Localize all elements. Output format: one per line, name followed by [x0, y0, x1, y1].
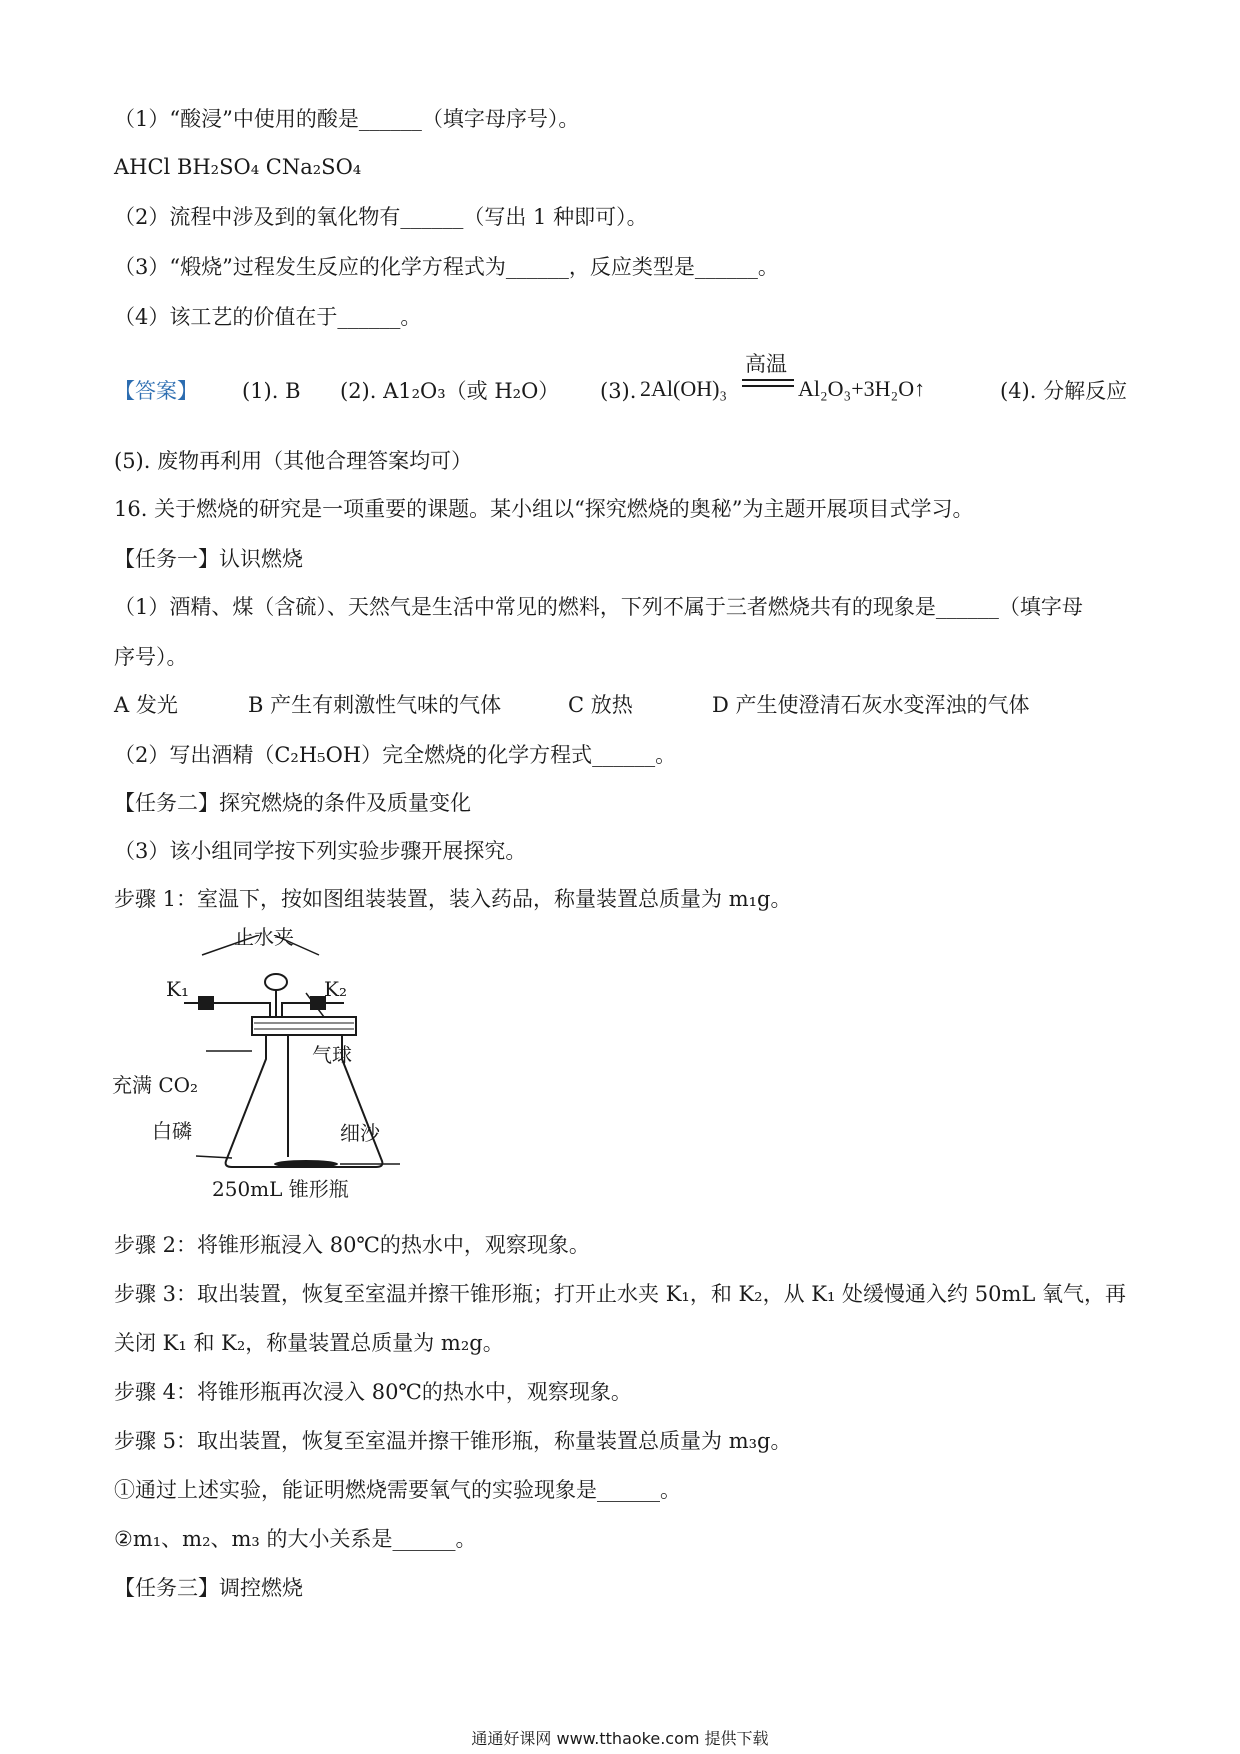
- phosphorus-label: 白磷: [152, 1119, 192, 1143]
- task1-question-2: （2）写出酒精（C₂H₅OH）完全燃烧的化学方程式______。: [114, 743, 677, 767]
- answer-5: (5). 废物再利用（其他合理答案均可）: [114, 449, 473, 473]
- balloon-label: 气球: [312, 1043, 352, 1067]
- equation-left: 2Al(OH)₃: [640, 376, 728, 401]
- answer-label: 【答案】: [114, 379, 198, 403]
- answer-1: (1). B: [242, 379, 301, 403]
- k2-label: K₂: [324, 977, 347, 1001]
- answer-row: [114, 376, 1130, 406]
- footer-credit: 通通好课网 www.tthaoke.com 提供下载: [471, 1729, 769, 1748]
- question-2: （2）流程中涉及到的氧化物有______（写出 1 种即可）。: [114, 205, 648, 229]
- task-2-heading: 【任务二】探究燃烧的条件及质量变化: [114, 791, 471, 815]
- answer-3-prefix: (3).: [600, 379, 637, 403]
- decomposition-equation: [640, 348, 960, 418]
- option-a: A 发光: [114, 693, 178, 717]
- equals-bar-bottom: [742, 385, 794, 387]
- option-c: C 放热: [568, 693, 633, 717]
- task1-options: [114, 690, 1114, 720]
- sub-question-2: ②m₁、m₂、m₃ 的大小关系是______。: [114, 1527, 477, 1551]
- clamp-label: 止水夹: [234, 925, 294, 949]
- task-3-heading: 【任务三】调控燃烧: [114, 1576, 303, 1600]
- figure-caption: 250mL 锥形瓶: [212, 1177, 349, 1201]
- option-d: D 产生使澄清石灰水变浑浊的气体: [712, 693, 1030, 717]
- question-1-options: AHCl BH₂SO₄ CNa₂SO₄: [114, 155, 362, 179]
- question-4: （4）该工艺的价值在于______。: [114, 305, 422, 329]
- question-1: （1）“酸浸”中使用的酸是______（填字母序号）。: [114, 107, 580, 131]
- step-3-b: 关闭 K₁ 和 K₂，称量装置总质量为 m₂g。: [114, 1331, 504, 1355]
- question-3: （3）“煅烧”过程发生反应的化学方程式为______，反应类型是______。: [114, 255, 779, 279]
- step-2: 步骤 2：将锥形瓶浸入 80℃的热水中，观察现象。: [114, 1233, 590, 1257]
- task-1-heading: 【任务一】认识燃烧: [114, 547, 303, 571]
- task2-question-3: （3）该小组同学按下列实验步骤开展探究。: [114, 839, 527, 863]
- step-4: 步骤 4：将锥形瓶再次浸入 80℃的热水中，观察现象。: [114, 1380, 632, 1404]
- answer-4: (4). 分解反应: [1000, 379, 1128, 403]
- question-16: 16. 关于燃烧的研究是一项重要的课题。某小组以“探究燃烧的奥秘”为主题开展项目式学习。: [114, 497, 974, 521]
- task1-question-1-b: 序号）。: [114, 645, 188, 669]
- step-3-a: 步骤 3：取出装置，恢复至室温并擦干锥形瓶；打开止水夹 K₁，和 K₂，从 K₁ 处缓慢通入约 50mL 氧气，再: [114, 1282, 1126, 1306]
- apparatus-figure: [112, 925, 414, 1205]
- task1-question-1-a: （1）酒精、煤（含硫）、天然气是生活中常见的燃料，下列不属于三者燃烧共有的现象是______（填字母: [114, 595, 1083, 619]
- sand-label: 细沙: [340, 1121, 380, 1145]
- option-b: B 产生有刺激性气味的气体: [248, 693, 502, 717]
- step-1: 步骤 1：室温下，按如图组装装置，装入药品，称量装置总质量为 m₁g。: [114, 887, 792, 911]
- step-5: 步骤 5：取出装置，恢复至室温并擦干锥形瓶，称量装置总质量为 m₃g。: [114, 1429, 792, 1453]
- equation-condition: 高温: [745, 352, 787, 376]
- equals-bar-top: [742, 379, 794, 381]
- k1-label: K₁: [166, 977, 189, 1001]
- answer-2: (2). A1₂O₃（或 H₂O）: [340, 379, 560, 403]
- co2-label: 充满 CO₂: [112, 1073, 199, 1097]
- sub-question-1: ①通过上述实验，能证明燃烧需要氧气的实验现象是______。: [114, 1478, 681, 1502]
- equation-right: Al₂O₃+3H₂O↑: [798, 376, 926, 401]
